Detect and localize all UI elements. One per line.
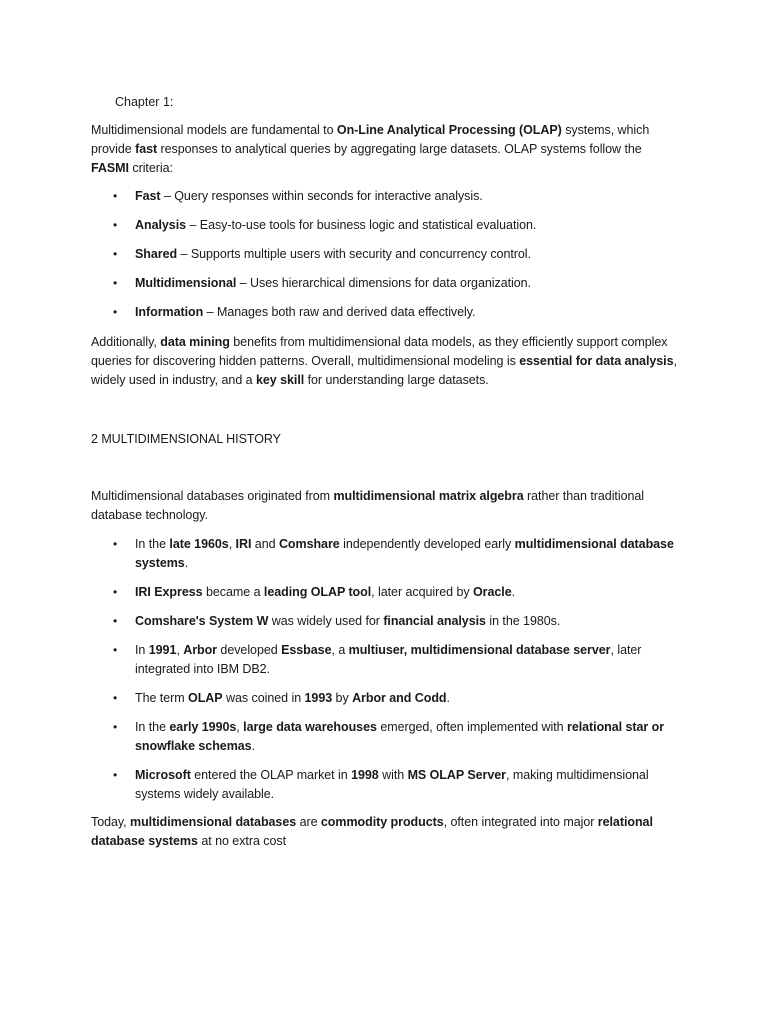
text-run: – Easy-to-use tools for business logic and statistical evaluation.: [186, 218, 537, 232]
text-run: entered the OLAP market in: [190, 768, 352, 782]
text-run: – Supports multiple users with security and concurrency control.: [177, 247, 531, 261]
list-item-text: [135, 276, 531, 290]
bullet-icon: •: [113, 768, 118, 782]
text-run: independently developed early: [339, 537, 515, 551]
text-run: at no extra cost: [197, 834, 286, 848]
text-run: criteria:: [128, 161, 173, 175]
list-item-text: [135, 614, 560, 628]
text-run: in the 1980s.: [485, 614, 561, 628]
text-run: ,: [176, 643, 184, 657]
bold-text-run: 1993: [304, 691, 333, 705]
history-intro-paragraph: [91, 487, 681, 525]
bullet-icon: •: [113, 691, 118, 705]
bold-text-run: leading OLAP tool: [263, 585, 372, 599]
list-item: [91, 535, 681, 573]
bullet-icon: •: [113, 218, 118, 232]
bold-text-run: IRI: [235, 537, 252, 551]
bold-text-run: Information: [135, 305, 204, 319]
list-item-text: [135, 305, 475, 319]
bullet-icon: •: [113, 643, 118, 657]
text-run: , making multidimensional systems widely available.: [135, 768, 649, 801]
list-item-text: [135, 720, 664, 753]
bold-text-run: late 1960s: [169, 537, 229, 551]
list-item-text: [135, 643, 641, 676]
text-run: Additionally,: [91, 335, 161, 349]
text-run: , often integrated into major: [443, 815, 598, 829]
conclusion-paragraph: [91, 813, 681, 851]
bold-text-run: 1998: [351, 768, 379, 782]
bold-text-run: Essbase: [281, 643, 332, 657]
text-run: was coined in: [222, 691, 305, 705]
list-item: [91, 187, 681, 206]
bold-text-run: Arbor: [183, 643, 217, 657]
list-item: [91, 216, 681, 235]
bold-text-run: Analysis: [135, 218, 187, 232]
text-run: – Uses hierarchical dimensions for data organization.: [236, 276, 531, 290]
bullet-icon: •: [113, 305, 118, 319]
list-item: [91, 612, 681, 631]
bold-text-run: Oracle: [473, 585, 512, 599]
bold-text-run: Comshare's System W: [135, 614, 269, 628]
bullet-icon: •: [113, 276, 118, 290]
bold-text-run: multidimensional database systems: [135, 537, 674, 570]
bullet-icon: •: [113, 189, 118, 203]
bullet-icon: •: [113, 247, 118, 261]
text-run: .: [251, 739, 256, 753]
text-run: .: [446, 691, 450, 705]
bold-text-run: data mining: [160, 335, 230, 349]
list-item: [91, 718, 681, 756]
text-run: became a: [202, 585, 264, 599]
text-run: The term: [135, 691, 189, 705]
text-run: .: [511, 585, 516, 599]
text-run: are: [296, 815, 321, 829]
bold-text-run: relational star or snowflake schemas: [135, 720, 665, 753]
bold-text-run: essential for data analysis: [519, 354, 674, 368]
text-run: ,: [228, 537, 236, 551]
text-run: In: [135, 643, 149, 657]
bold-text-run: Comshare: [278, 537, 340, 551]
text-run: responses to analytical queries by aggregating large datasets. OLAP systems follow the: [157, 142, 642, 156]
list-item: [91, 641, 681, 679]
bold-text-run: Shared: [135, 247, 178, 261]
bold-text-run: key skill: [255, 373, 305, 387]
bold-text-run: MS OLAP Server: [407, 768, 506, 782]
text-run: Today,: [91, 815, 131, 829]
bullet-icon: •: [113, 720, 118, 734]
list-item: [91, 689, 681, 708]
bold-text-run: fast: [135, 142, 158, 156]
bold-text-run: 1991: [148, 643, 177, 657]
list-item: [91, 766, 681, 804]
text-run: was widely used for: [268, 614, 384, 628]
text-run: , a: [331, 643, 349, 657]
text-run: developed: [217, 643, 282, 657]
bold-text-run: On-Line Analytical Processing (OLAP): [336, 123, 562, 137]
text-run: for understanding large datasets.: [304, 373, 489, 387]
intro-paragraph: [91, 121, 681, 178]
text-run: .: [184, 556, 189, 570]
bullet-icon: •: [113, 537, 118, 551]
text-run: , later acquired by: [371, 585, 473, 599]
bullet-icon: •: [113, 614, 118, 628]
bold-text-run: IRI Express: [135, 585, 203, 599]
bold-text-run: Arbor and Codd: [352, 691, 447, 705]
summary-paragraph: [91, 333, 681, 390]
list-item: [91, 274, 681, 293]
bold-text-run: early 1990s: [169, 720, 237, 734]
bold-text-run: Microsoft: [135, 768, 191, 782]
text-run: emerged, often implemented with: [376, 720, 568, 734]
bold-text-run: multidimensional databases: [130, 815, 297, 829]
text-run: – Query responses within seconds for interactive analysis.: [160, 189, 483, 203]
text-run: with: [378, 768, 408, 782]
list-item-text: [135, 247, 531, 261]
text-run: by: [332, 691, 353, 705]
bold-text-run: OLAP: [188, 691, 223, 705]
fasmi-criteria-list: [91, 187, 681, 322]
list-item-text: [135, 585, 515, 599]
list-item: [91, 583, 681, 602]
bold-text-run: large data warehouses: [243, 720, 377, 734]
list-item-text: [135, 691, 450, 705]
bold-text-run: financial analysis: [383, 614, 486, 628]
list-item-text: [135, 189, 483, 203]
text-run: , later integrated into IBM DB2.: [135, 643, 642, 676]
section-heading: 2 MULTIDIMENSIONAL HISTORY: [91, 432, 281, 446]
text-run: Multidimensional models are fundamental to: [91, 123, 337, 137]
text-run: – Manages both raw and derived data effectively.: [203, 305, 476, 319]
text-run: In the: [135, 537, 170, 551]
bold-text-run: multiuser, multidimensional database server: [348, 643, 611, 657]
list-item-text: [135, 768, 649, 801]
text-run: In the: [135, 720, 170, 734]
history-list: [91, 535, 681, 804]
bold-text-run: FASMI: [91, 161, 129, 175]
bold-text-run: Multidimensional: [135, 276, 237, 290]
text-run: rather than traditional database technology.: [91, 489, 645, 522]
list-item: [91, 245, 681, 264]
text-run: systems, which provide: [91, 123, 650, 156]
list-item-text: [135, 218, 536, 232]
text-run: and: [251, 537, 279, 551]
text-run: , widely used in industry, and a: [91, 354, 677, 387]
text-run: benefits from multidimensional data models, as they efficiently support complex queries for discovering hidden patterns. Overall, multidimensional modeling is: [91, 335, 668, 368]
bullet-icon: •: [113, 585, 118, 599]
bold-text-run: relational database systems: [91, 815, 653, 848]
text-run: Multidimensional databases originated from: [91, 489, 334, 503]
list-item: [91, 303, 681, 322]
bold-text-run: commodity products: [320, 815, 444, 829]
bold-text-run: multidimensional matrix algebra: [333, 489, 524, 503]
text-run: ,: [236, 720, 244, 734]
list-item-text: [135, 537, 674, 570]
bold-text-run: Fast: [135, 189, 161, 203]
chapter-heading: Chapter 1:: [115, 95, 174, 109]
